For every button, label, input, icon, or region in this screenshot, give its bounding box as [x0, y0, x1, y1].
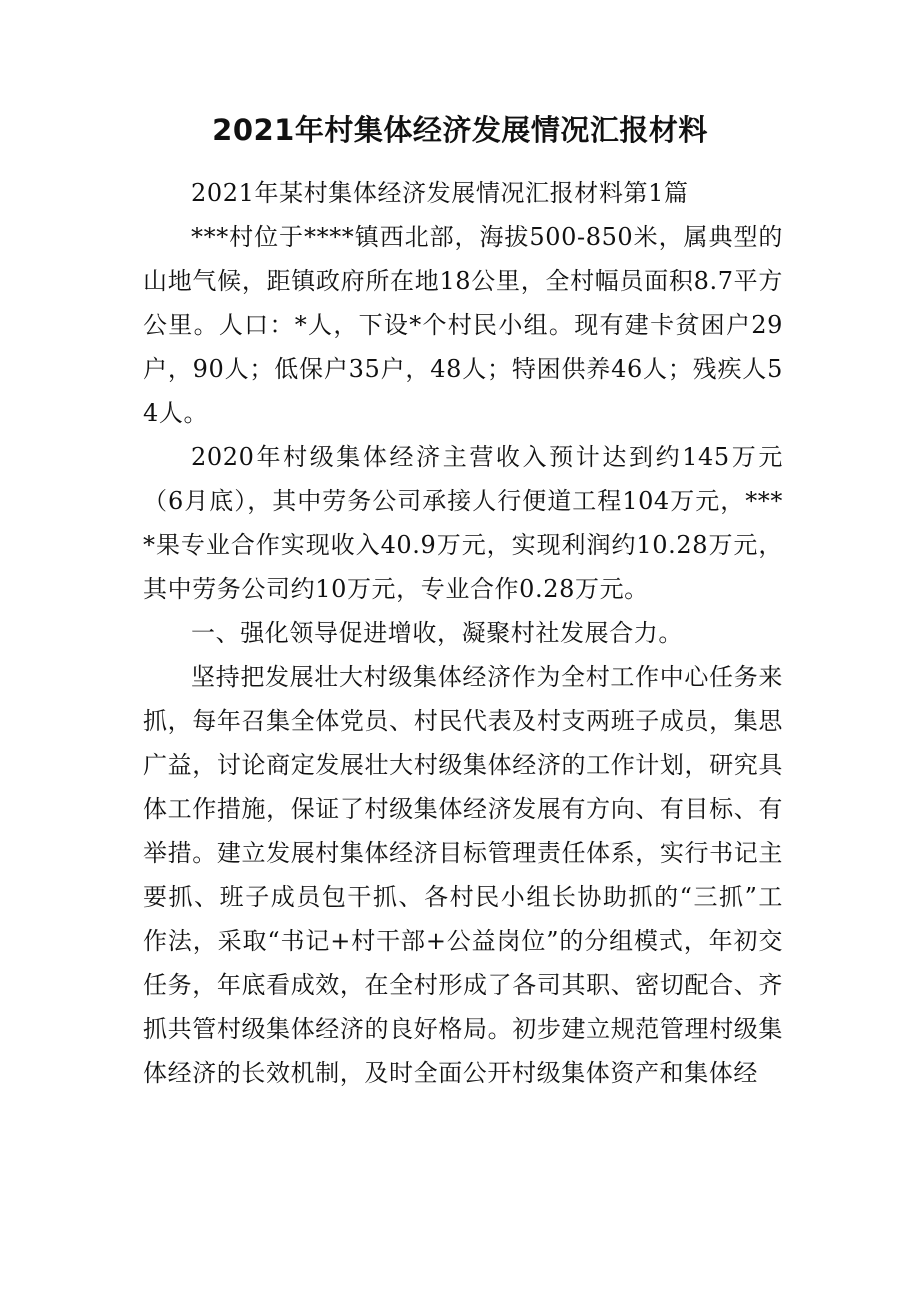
document-title: 2021年村集体经济发展情况汇报材料 [212, 113, 708, 147]
paragraph-leadership: 坚持把发展壮大村级集体经济作为全村工作中心任务来抓，每年召集全体党员、村民代表及村支两班子成员，集思广益，讨论商定发展壮大村级集体经济的工作计划，研究具体工作措施，保证了村级集体经济发展有方向、有目标、有举措。建立发展村集体经济目标管理责任体系，实行书记主要抓、班子成员包干抓、各村民小组长协助抓的“三抓”工作法，采取“书记+村干部+公益岗位”的分组模式，年初交任务，年底看成效，在全村形成了各司其职、密切配合、齐抓共管村级集体经济的良好格局。初步建立规范管理村级集体经济的长效机制，及时全面公开村级集体资产和集体经 [143, 663, 783, 1087]
paragraph-village-overview: ***村位于****镇西北部，海拔500-850米，属典型的山地气候，距镇政府所在地18公里，全村幅员面积8.7平方公里。人口：*人，下设*个村民小组。现有建卡贫困户29户，90人；低保户35户，48人；特困供养46人；残疾人54人。 [143, 223, 783, 427]
section-heading-1: 一、强化领导促进增收，凝聚村社发展合力。 [191, 619, 683, 647]
paragraph-subtitle: 2021年某村集体经济发展情况汇报材料第1篇 [191, 179, 689, 207]
paragraph-income-2020: 2020年村级集体经济主营收入预计达到约145万元（6月底），其中劳务公司承接人行便道工程104万元，****果专业合作实现收入40.9万元，实现利润约10.28万元，其中劳务公司约10万元，专业合作0.28万元。 [143, 443, 783, 603]
document-body [143, 171, 783, 1095]
